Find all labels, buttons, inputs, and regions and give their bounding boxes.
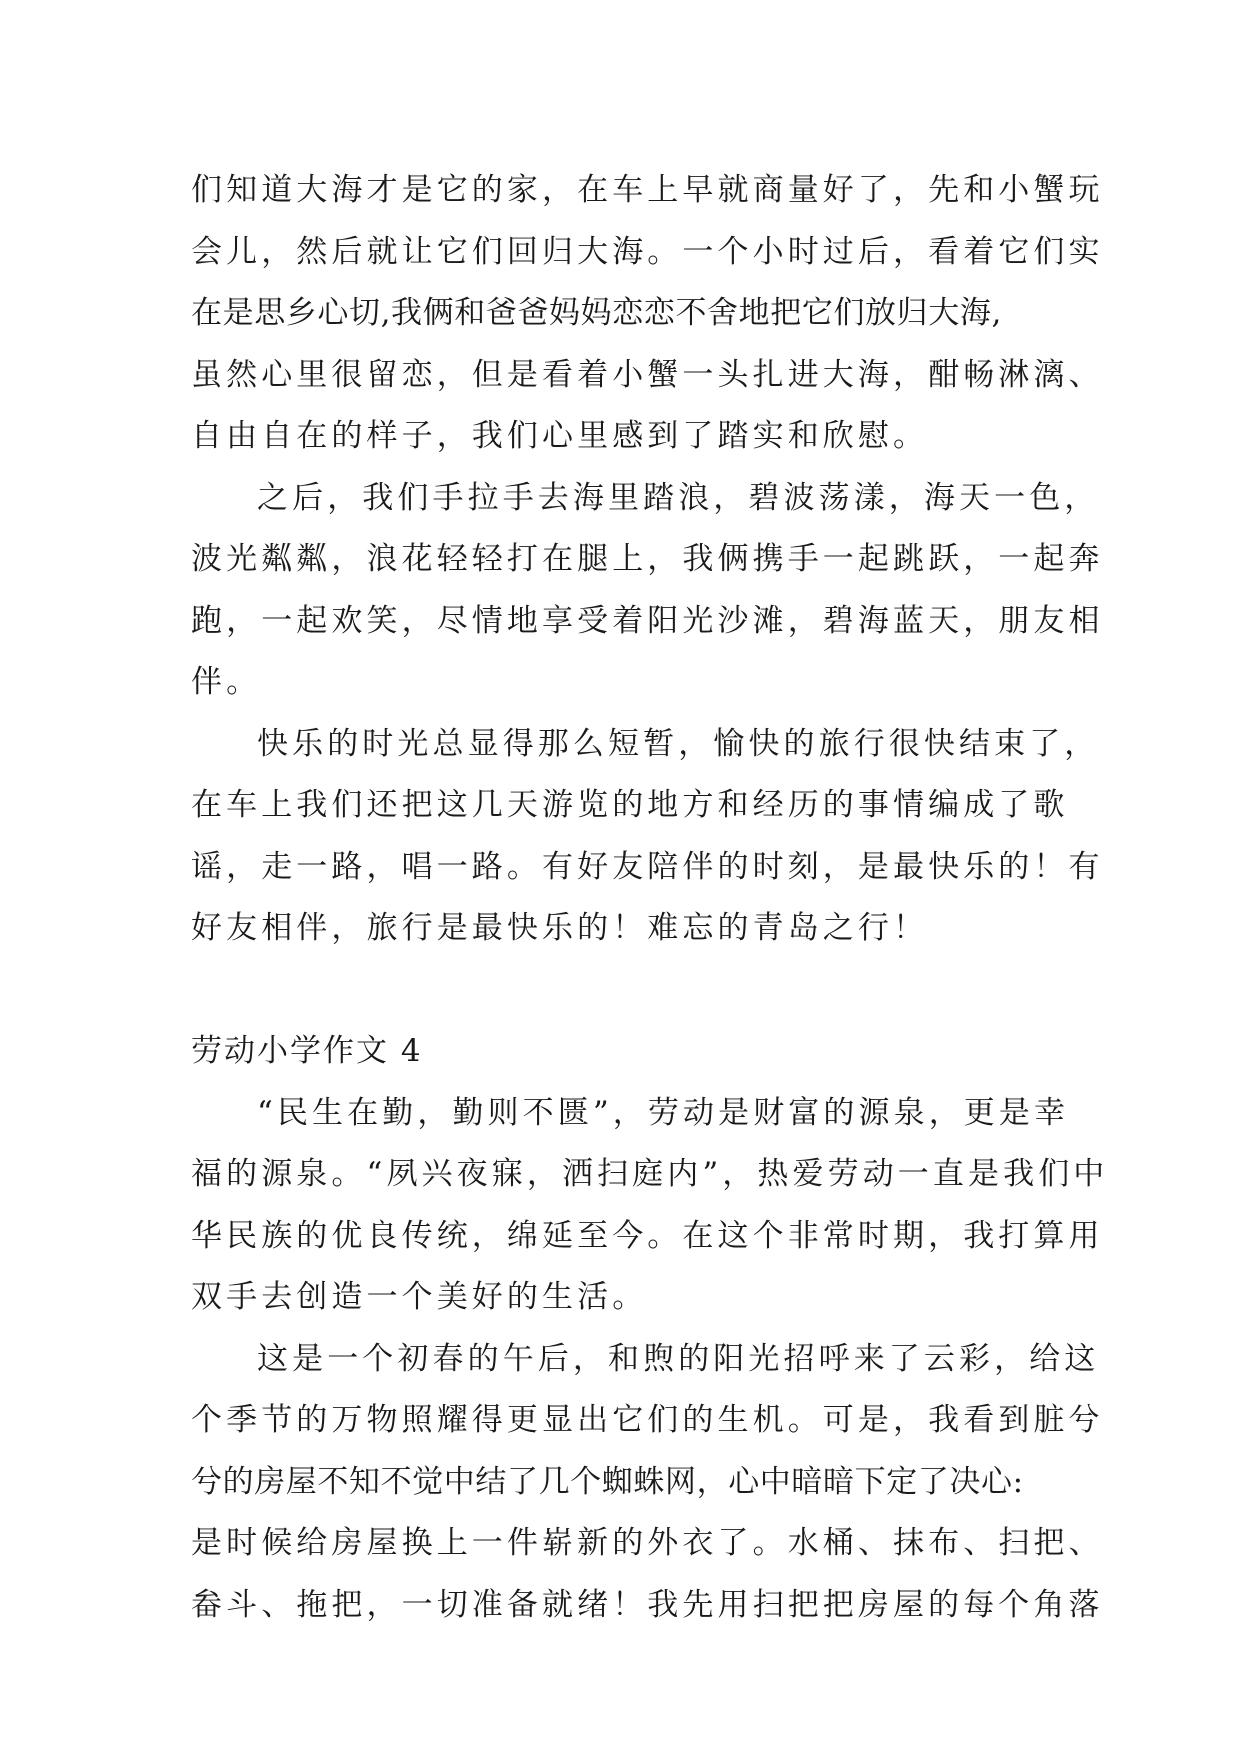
text-line: 福的源泉。“夙兴夜寐，洒扫庭内”，热爱劳动一直是我们中: [191, 1156, 1109, 1192]
document-body: [191, 160, 1109, 1636]
paragraph-first-line: 这是一个初春的午后，和煦的阳光招呼来了云彩，给这: [257, 1340, 1100, 1377]
text-line: 会儿，然后就让它们回归大海。一个小时过后，看着它们实: [191, 233, 1104, 270]
paragraph-first-line: 之后，我们手拉手去海里踏浪，碧波荡漾，海天一色，: [257, 479, 1100, 516]
text-line: 华民族的优良传统，绵延至今。在这个非常时期，我打算用: [191, 1217, 1104, 1254]
paragraph-first-line: 快乐的时光总显得那么短暂，愉快的旅行很快结束了，: [257, 725, 1100, 762]
text-line: 兮的房屋不知不觉中结了几个蜘蛛网，心中暗暗下定了决心:: [191, 1463, 1024, 1500]
text-line: 个季节的万物照耀得更显出它们的生机。可是，我看到脏兮: [191, 1402, 1104, 1438]
section-heading: 劳动小学作文 4: [191, 1033, 423, 1069]
text-line: 在车上我们还把这几天游览的地方和经历的事情编成了歌: [191, 787, 1069, 823]
text-line: 谣，走一路，唱一路。有好友陪伴的时刻，是最快乐的！有: [191, 848, 1104, 885]
text-line: 们知道大海才是它的家，在车上早就商量好了，先和小蟹玩: [191, 172, 1104, 208]
text-line: 在是思乡心切,我俩和爸爸妈妈恋恋不舍地把它们放归大海,: [191, 295, 1002, 331]
text-line: 是时候给房屋换上一件崭新的外衣了。水桶、抹布、扫把、: [191, 1525, 1104, 1561]
text-line: 好友相伴，旅行是最快乐的！难忘的青岛之行！: [191, 910, 929, 946]
text-line: 伴。: [191, 664, 262, 700]
text-line: 自由自在的样子，我们心里感到了踏实和欣慰。: [191, 418, 929, 454]
text-line: 跑，一起欢笑，尽情地享受着阳光沙滩，碧海蓝天，朋友相: [191, 602, 1104, 639]
paragraph-first-line: “民生在勤，勤则不匮”，劳动是财富的源泉，更是幸: [257, 1094, 1070, 1131]
text-line: 虽然心里很留恋，但是看着小蟹一头扎进大海，酣畅淋漓、: [191, 356, 1104, 393]
section-gap: [191, 960, 1091, 1022]
text-line: 畚斗、拖把，一切准备就绪！我先用扫把把房屋的每个角落: [191, 1586, 1104, 1623]
text-line: 双手去创造一个美好的生活。: [191, 1279, 648, 1315]
text-line: 波光粼粼，浪花轻轻打在腿上，我俩携手一起跳跃，一起奔: [191, 541, 1104, 577]
